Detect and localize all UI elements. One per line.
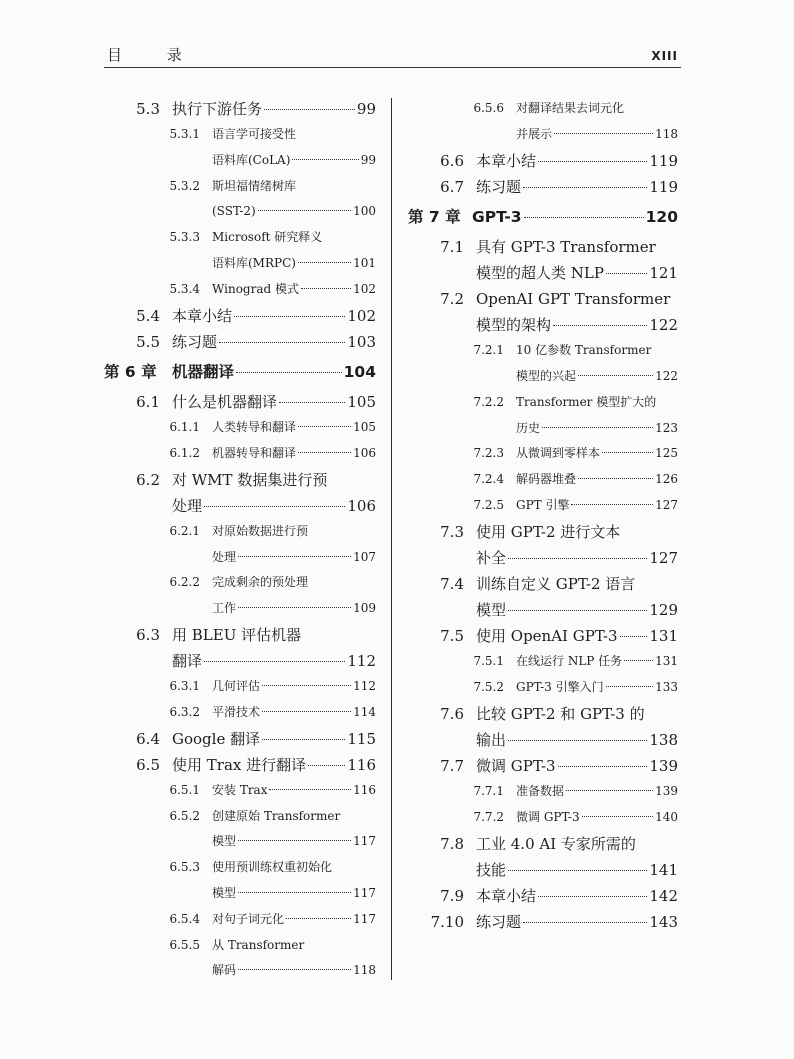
toc-entry[interactable]: [104, 277, 376, 303]
toc-entry-number: 7.10: [430, 912, 464, 931]
toc-entry[interactable]: [104, 519, 376, 545]
toc-entry-number: 7.7.2: [473, 809, 504, 824]
dot-leader: [553, 325, 647, 326]
dot-leader: [301, 288, 351, 289]
toc-entry[interactable]: [104, 907, 376, 933]
toc-entry-page: 138: [649, 730, 678, 749]
toc-entry-title: Google 翻译: [172, 729, 261, 748]
toc-entry-title: 比较 GPT-2 和 GPT-3 的: [476, 704, 645, 723]
toc-entry-title: 练习题: [476, 177, 522, 196]
toc-entry-page: 112: [353, 679, 376, 694]
toc-entry-title: 执行下游任务: [172, 100, 263, 118]
toc-entry-number: 7.7: [440, 756, 464, 775]
toc-entry[interactable]: [104, 596, 376, 622]
toc-entry[interactable]: [104, 389, 376, 415]
toc-entry-page: 123: [655, 420, 678, 435]
toc-entry-title: Transformer 模型扩大的: [516, 394, 657, 409]
toc-entry-title: 工作: [212, 601, 237, 616]
dot-leader: [308, 765, 345, 766]
toc-entry-number: 5.5: [136, 332, 160, 351]
toc-entry[interactable]: [104, 855, 376, 881]
toc-entry-title: 技能: [476, 860, 507, 879]
dot-leader: [238, 840, 351, 841]
toc-entry-page: 106: [347, 496, 376, 515]
toc-entry-page: 102: [347, 306, 376, 325]
toc-entry-number: 6.7: [440, 177, 464, 196]
dot-leader: [262, 711, 351, 712]
toc-entry-title: 10 亿参数 Transformer: [516, 343, 652, 358]
toc-entry-title: GPT-3 引擎入门: [516, 680, 604, 694]
toc-entry[interactable]: [104, 148, 376, 174]
toc-entry[interactable]: [408, 545, 678, 571]
toc-entry-page: 115: [347, 729, 376, 748]
toc-entry-page: 131: [655, 654, 678, 669]
toc-entry-title: 语料库(MRPC): [212, 256, 296, 271]
dot-leader: [238, 969, 351, 970]
toc-entry[interactable]: [408, 597, 678, 623]
toc-entry-page: 117: [353, 834, 376, 849]
toc-entry-number: 7.7.1: [473, 784, 504, 799]
dot-leader: [298, 262, 351, 263]
toc-entry-number: 7.2.3: [473, 446, 504, 461]
toc-entry[interactable]: [408, 260, 678, 286]
toc-entry[interactable]: [104, 199, 376, 225]
toc-entry[interactable]: [104, 329, 376, 355]
toc-entry[interactable]: [104, 881, 376, 907]
dot-leader: [554, 133, 653, 134]
dot-leader: [582, 816, 653, 817]
toc-entry-title: 模型: [212, 834, 237, 849]
dot-leader: [298, 452, 351, 453]
toc-entry[interactable]: [104, 174, 376, 200]
toc-entry-title: 并展示: [516, 126, 553, 141]
dot-leader: [571, 504, 653, 505]
toc-entry[interactable]: [408, 779, 678, 805]
toc-entry[interactable]: [104, 829, 376, 855]
toc-entry-page: 100: [353, 204, 376, 219]
toc-entry[interactable]: [408, 831, 678, 857]
dot-leader: [204, 661, 345, 662]
dot-leader: [234, 316, 345, 317]
toc-entry-number: 7.2.4: [473, 472, 504, 487]
toc-entry[interactable]: [408, 857, 678, 883]
toc-entry-title: 完成剩余的预处理: [212, 575, 309, 590]
toc-entry-title: 安装 Trax: [212, 782, 268, 797]
toc-entry-number: 6.6: [440, 151, 464, 170]
toc-entry[interactable]: [408, 753, 678, 779]
toc-entry-page: 127: [655, 497, 678, 512]
toc-entry[interactable]: [104, 958, 376, 984]
toc-entry-title: 训练自定义 GPT-2 语言: [476, 574, 636, 593]
toc-entry-title: 用 BLEU 评估机器: [172, 625, 302, 644]
dot-leader: [258, 210, 351, 211]
toc-entry-number: 第 7 章: [408, 207, 461, 226]
dot-leader: [538, 896, 647, 897]
toc-entry-title: 模型的架构: [476, 316, 552, 335]
toc-entry[interactable]: [104, 674, 376, 700]
toc-entry[interactable]: [104, 570, 376, 596]
toc-entry-title: 创建原始 Transformer: [212, 808, 341, 823]
toc-entry-number: 5.4: [136, 306, 160, 325]
toc-entry-page: 120: [645, 207, 678, 226]
dot-leader: [298, 426, 351, 427]
dot-leader: [538, 161, 647, 162]
toc-entry-page: 112: [347, 652, 376, 671]
toc-entry-page: 118: [655, 126, 678, 141]
dot-leader: [508, 740, 647, 741]
toc-entry-page: 127: [649, 548, 678, 567]
toc-entry-number: 5.3: [136, 100, 160, 118]
dot-leader: [602, 452, 653, 453]
toc-entry-number: 6.1.2: [169, 445, 200, 460]
toc-entry-number: 6.2.1: [169, 523, 200, 538]
toc-entry-title: 使用 Trax 进行翻译: [172, 755, 307, 774]
toc-entry-number: 6.2.2: [169, 575, 200, 590]
toc-entry-page: 125: [655, 446, 678, 461]
toc-entry-title: 练习题: [476, 912, 522, 931]
toc-entry-page: 99: [360, 152, 376, 167]
toc-entry-title: 人类转导和翻译: [212, 419, 297, 434]
toc-entry-title: 使用预训练权重初始化: [212, 860, 333, 875]
toc-entry[interactable]: [408, 96, 678, 122]
toc-entry[interactable]: [104, 355, 376, 389]
toc-entry-number: 7.8: [440, 834, 464, 853]
toc-entry[interactable]: [408, 519, 678, 545]
dot-leader: [508, 610, 647, 611]
dot-leader: [238, 607, 351, 608]
toc-entry-number: 7.5: [440, 627, 464, 646]
toc-entry[interactable]: [408, 805, 678, 831]
dot-leader: [262, 685, 351, 686]
dot-leader: [262, 739, 345, 740]
header-section-title: 目 录: [107, 46, 202, 64]
toc-entry-title: 处理: [212, 549, 237, 564]
toc-entry[interactable]: [408, 364, 678, 390]
toc-entry-page: 140: [655, 809, 678, 824]
toc-entry-page: 105: [347, 392, 376, 411]
dot-leader: [558, 766, 648, 767]
dot-leader: [606, 686, 653, 687]
column-divider: [391, 98, 392, 980]
toc-entry[interactable]: [104, 303, 376, 329]
toc-entry-page: 126: [655, 472, 678, 487]
dot-leader: [620, 636, 648, 637]
toc-entry-page: 119: [649, 177, 678, 196]
toc-entry-title: 机器翻译: [172, 362, 235, 381]
toc-entry-number: 7.2: [440, 289, 464, 308]
toc-entry-title: GPT-3: [472, 207, 522, 226]
toc-entry[interactable]: [408, 174, 678, 200]
toc-entry-page: 102: [353, 281, 376, 296]
toc-entry[interactable]: [408, 493, 678, 519]
toc-entry-page: 143: [649, 912, 678, 931]
toc-entry-title: 几何评估: [212, 679, 261, 694]
toc-entry-title: 本章小结: [476, 151, 537, 170]
toc-entry-title: 本章小结: [172, 306, 233, 325]
toc-entry-page: 141: [649, 860, 678, 879]
toc-entry[interactable]: [104, 251, 376, 277]
dot-leader: [264, 109, 355, 110]
dot-leader: [606, 273, 647, 274]
toc-entry[interactable]: [408, 727, 678, 753]
toc-entry[interactable]: [104, 700, 376, 726]
toc-entry-title: 对句子词元化: [212, 911, 285, 926]
toc-entry-title: 语言学可接受性: [212, 127, 297, 142]
toc-entry-page: 104: [343, 362, 376, 381]
toc-entry-number: 6.5.1: [169, 782, 200, 797]
toc-entry-number: 6.1.1: [169, 419, 200, 434]
toc-entry-page: 142: [649, 886, 678, 905]
toc-entry[interactable]: [104, 778, 376, 804]
toc-entry-title: 翻译: [172, 652, 203, 671]
toc-entry-title: 对原始数据进行预: [212, 523, 309, 538]
toc-entry-title: 补全: [476, 548, 507, 567]
toc-entry-title: 历史: [516, 420, 541, 435]
toc-entry-title: 模型的超人类 NLP: [476, 263, 604, 282]
toc-entry-page: 139: [649, 756, 678, 775]
toc-entry[interactable]: [408, 148, 678, 174]
dot-leader: [204, 506, 345, 507]
toc-entry-title: 使用 GPT-2 进行文本: [476, 522, 621, 541]
dot-leader: [523, 187, 647, 188]
toc-entry-title: 平滑技术: [212, 704, 261, 719]
toc-entry[interactable]: [104, 545, 376, 571]
toc-entry-title: 微调 GPT-3: [476, 756, 556, 775]
toc-entry-page: 122: [649, 316, 678, 335]
toc-entry[interactable]: [408, 883, 678, 909]
toc-entry-title: 具有 GPT-3 Transformer: [476, 237, 656, 256]
toc-entry-page: 101: [353, 256, 376, 271]
toc-entry[interactable]: [408, 200, 678, 234]
dot-leader: [238, 556, 351, 557]
toc-entry-number: 6.3.2: [169, 704, 200, 719]
toc-entry-title: 处理: [172, 496, 203, 515]
toc-entry-number: 6.5.4: [169, 911, 200, 926]
dot-leader: [269, 789, 351, 790]
toc-entry-number: 6.5.3: [169, 860, 200, 875]
dot-leader: [279, 402, 345, 403]
toc-entry-page: 139: [655, 784, 678, 799]
toc-entry[interactable]: [104, 493, 376, 519]
toc-entry-number: 7.3: [440, 522, 464, 541]
toc-entry-title: Microsoft 研究释义: [212, 230, 323, 245]
toc-entry-number: 7.1: [440, 237, 464, 256]
dot-leader: [578, 478, 653, 479]
dot-leader: [578, 375, 653, 376]
toc-entry-number: 7.5.2: [473, 680, 504, 694]
toc-entry-page: 131: [649, 627, 678, 646]
toc-entry-title: 输出: [476, 730, 507, 749]
toc-entry-title: Winograd 模式: [212, 281, 299, 296]
toc-entry[interactable]: [104, 933, 376, 959]
toc-entry[interactable]: [104, 415, 376, 441]
toc-entry-number: 7.5.1: [473, 654, 504, 669]
toc-entry[interactable]: [408, 571, 678, 597]
header-rule: [104, 67, 681, 68]
toc-entry-number: 5.3.4: [169, 281, 200, 296]
dot-leader: [508, 870, 647, 871]
toc-entry-number: 5.3.2: [169, 178, 200, 193]
toc-entry-page: 121: [649, 263, 678, 282]
toc-entry-title: 练习题: [172, 332, 218, 351]
toc-entry-title: 在线运行 NLP 任务: [516, 654, 623, 669]
toc-entry-title: 斯坦福情绪树库: [212, 178, 297, 193]
toc-entry[interactable]: [104, 96, 376, 122]
toc-left-column: [104, 96, 376, 984]
toc-entry-title: 模型: [476, 601, 507, 620]
toc-entry[interactable]: [104, 804, 376, 830]
dot-leader: [624, 660, 653, 661]
dot-leader: [286, 918, 351, 919]
toc-entry-number: 6.3: [136, 625, 160, 644]
toc-entry-number: 7.2.5: [473, 497, 504, 512]
toc-entry[interactable]: [408, 909, 678, 935]
toc-entry-page: 119: [649, 151, 678, 170]
toc-entry[interactable]: [408, 286, 678, 312]
toc-entry-number: 6.2: [136, 470, 160, 489]
toc-entry-number: 7.2.2: [473, 394, 504, 409]
toc-entry-title: 模型的兴起: [516, 368, 577, 383]
toc-entry-page: 117: [353, 911, 376, 926]
toc-entry[interactable]: [104, 648, 376, 674]
toc-entry-title: 从微调到零样本: [516, 446, 601, 461]
toc-entry-title: 对翻译结果去词元化: [516, 101, 625, 115]
toc-entry-number: 6.1: [136, 392, 160, 411]
toc-entry[interactable]: [104, 726, 376, 752]
toc-entry[interactable]: [408, 675, 678, 701]
toc-entry-title: 解码器堆叠: [516, 472, 577, 487]
toc-entry-page: 105: [353, 419, 376, 434]
toc-entry-number: 6.4: [136, 729, 160, 748]
toc-entry-number: 6.5.6: [473, 101, 504, 115]
header-page-number: XIII: [651, 49, 678, 63]
toc-entry[interactable]: [408, 390, 678, 416]
toc-entry[interactable]: [408, 338, 678, 364]
toc-entry-page: 106: [353, 445, 376, 460]
toc-entry[interactable]: [104, 622, 376, 648]
toc-entry-number: 6.5.5: [169, 937, 200, 952]
dot-leader: [508, 558, 647, 559]
toc-entry[interactable]: [104, 122, 376, 148]
toc-entry-title: 模型: [212, 886, 237, 901]
toc-entry-title: 使用 OpenAI GPT-3: [476, 627, 618, 646]
toc-entry-page: 109: [353, 601, 376, 616]
dot-leader: [292, 159, 358, 160]
toc-entry[interactable]: [408, 623, 678, 649]
toc-entry[interactable]: [104, 441, 376, 467]
toc-entry[interactable]: [408, 312, 678, 338]
dot-leader: [524, 217, 644, 218]
toc-entry-number: 5.3.1: [169, 127, 200, 142]
toc-entry-number: 第 6 章: [104, 362, 157, 381]
toc-right-column: [408, 96, 678, 935]
dot-leader: [219, 342, 345, 343]
toc-entry-title: GPT 引擎: [516, 497, 570, 512]
toc-entry-page: 99: [356, 100, 376, 118]
dot-leader: [566, 790, 653, 791]
toc-entry-title: 从 Transformer: [212, 937, 305, 952]
toc-entry-title: 对 WMT 数据集进行预: [172, 470, 328, 489]
toc-entry-title: 解码: [212, 963, 237, 978]
toc-entry-title: 工业 4.0 AI 专家所需的: [476, 834, 636, 853]
toc-entry-page: 114: [353, 704, 376, 719]
toc-entry-page: 103: [347, 332, 376, 351]
toc-entry-page: 133: [655, 680, 678, 694]
toc-entry-title: 本章小结: [476, 886, 537, 905]
toc-entry-number: 5.3.3: [169, 230, 200, 245]
dot-leader: [238, 892, 351, 893]
toc-entry-number: 6.5: [136, 755, 160, 774]
toc-entry-number: 6.3.1: [169, 679, 200, 694]
dot-leader: [542, 427, 653, 428]
toc-entry-page: 116: [347, 755, 376, 774]
toc-entry-page: 117: [353, 886, 376, 901]
toc-entry-title: 微调 GPT-3: [516, 809, 580, 824]
toc-entry[interactable]: [408, 701, 678, 727]
toc-entry[interactable]: [408, 467, 678, 493]
toc-entry-title: 准备数据: [516, 784, 565, 799]
toc-entry-page: 116: [353, 782, 376, 797]
toc-entry-number: 7.6: [440, 704, 464, 723]
toc-entry-number: 7.4: [440, 574, 464, 593]
toc-entry-page: 129: [649, 601, 678, 620]
dot-leader: [236, 372, 342, 373]
toc-entry-number: 7.2.1: [473, 343, 504, 358]
toc-entry-page: 107: [353, 549, 376, 564]
toc-entry-title: 什么是机器翻译: [172, 392, 278, 411]
toc-entry[interactable]: [104, 467, 376, 493]
toc-entry[interactable]: [408, 416, 678, 442]
toc-entry-page: 122: [655, 368, 678, 383]
toc-entry-title: (SST-2): [212, 204, 256, 219]
toc-entry-title: 语料库(CoLA): [212, 152, 291, 167]
toc-entry[interactable]: [408, 234, 678, 260]
toc-entry-title: 机器转导和翻译: [212, 445, 297, 460]
toc-entry[interactable]: [104, 225, 376, 251]
dot-leader: [523, 922, 647, 923]
toc-entry-title: OpenAI GPT Transformer: [476, 289, 671, 308]
toc-entry[interactable]: [408, 122, 678, 148]
toc-entry[interactable]: [408, 441, 678, 467]
toc-entry[interactable]: [408, 649, 678, 675]
toc-entry-number: 7.9: [440, 886, 464, 905]
toc-entry[interactable]: [104, 752, 376, 778]
toc-entry-number: 6.5.2: [169, 808, 200, 823]
toc-entry-page: 118: [353, 963, 376, 978]
